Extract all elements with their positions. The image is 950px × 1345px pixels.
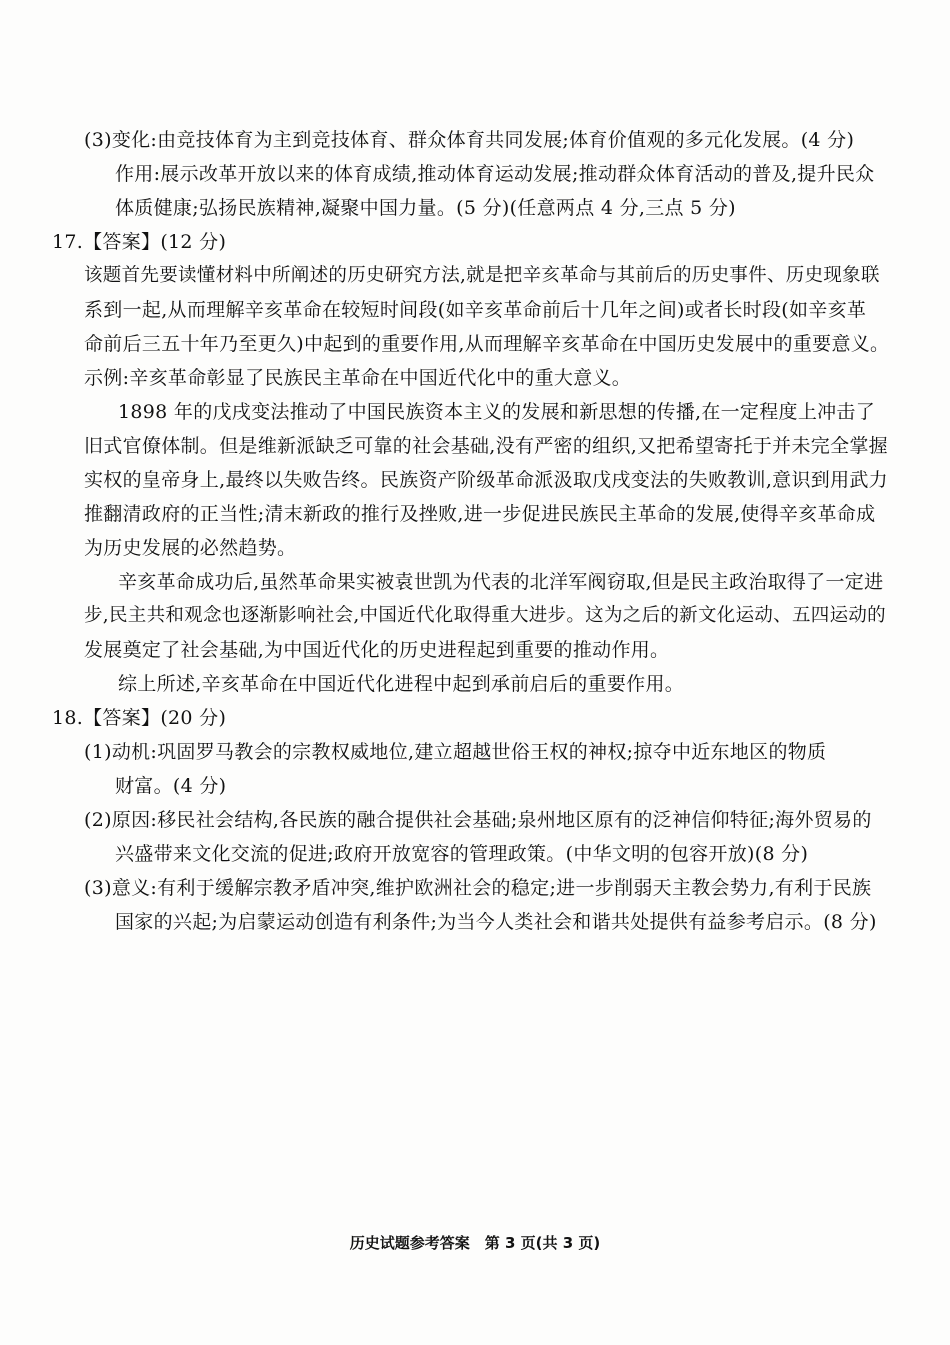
q18-part3-line1: (3)意义:有利于缓解宗教矛盾冲突,维护欧洲社会的稳定;进一步削弱天主教会势力,有利于民族 bbox=[84, 877, 872, 899]
q17-para1-line3: 实权的皇帝身上,最终以失败告终。民族资产阶级革命派汲取戊戌变法的失败教训,意识到用武力 bbox=[84, 469, 888, 491]
q17-para2-line1: 辛亥革命成功后,虽然革命果实被袁世凯为代表的北洋军阀窃取,但是民主政治取得了一定进 bbox=[118, 571, 884, 593]
q17-para1-line4: 推翻清政府的正当性;清末新政的推行及挫败,进一步促进民族民主革命的发展,使得辛亥革命成 bbox=[84, 503, 876, 525]
q17-para2-line2: 步,民主共和观念也逐渐影响社会,中国近代化取得重大进步。这为之后的新文化运动、五四运动的 bbox=[84, 605, 886, 626]
q17-para1-line2: 旧式官僚体制。但是维新派缺乏可靠的社会基础,没有严密的组织,又把希望寄托于并未完全掌握 bbox=[84, 435, 888, 457]
q18-header: 18.【答案】(20 分) bbox=[52, 707, 227, 729]
q18-part2-line1: (2)原因:移民社会结构,各民族的融合提供社会基础;泉州地区原有的泛神信仰特征;海外贸易的 bbox=[84, 809, 872, 831]
q18-part1-line2: 财富。(4 分) bbox=[115, 775, 227, 797]
q17-intro-line2: 系到一起,从而理解辛亥革命在较短时间段(如辛亥革命前后十几年之间)或者长时段(如辛亥革 bbox=[84, 299, 867, 321]
q17-header: 17.【答案】(12 分) bbox=[52, 231, 227, 253]
q17-para2-line3: 发展奠定了社会基础,为中国近代化的历史进程起到重要的推动作用。 bbox=[84, 639, 670, 661]
q17-intro-line1: 该题首先要读懂材料中所阐述的历史研究方法,就是把辛亥革命与其前后的历史事件、历史现象联 bbox=[84, 265, 880, 286]
q16-part3-line1: (3)变化:由竞技体育为主到竞技体育、群众体育共同发展;体育价值观的多元化发展。(4 分) bbox=[84, 129, 855, 151]
q18-part1-line1: (1)动机:巩固罗马教会的宗教权威地位,建立超越世俗王权的神权;掠夺中近东地区的物质 bbox=[84, 741, 827, 763]
page-footer: 历史试题参考答案 第 3 页(共 3 页) bbox=[349, 1234, 601, 1252]
q17-para1-line1: 1898 年的戊戌变法推动了中国民族资本主义的发展和新思想的传播,在一定程度上冲击了 bbox=[118, 401, 876, 423]
q17-conclusion: 综上所述,辛亥革命在中国近代化进程中起到承前启后的重要作用。 bbox=[118, 673, 685, 695]
q17-example: 示例:辛亥革命彰显了民族民主革命在中国近代化中的重大意义。 bbox=[84, 367, 632, 389]
q17-intro-line3: 命前后三五十年乃至更久)中起到的重要作用,从而理解辛亥革命在中国历史发展中的重要意义。 bbox=[84, 333, 890, 355]
q17-para1-line5: 为历史发展的必然趋势。 bbox=[84, 537, 297, 559]
q16-part3-line2: 作用:展示改革开放以来的体育成绩,推动体育运动发展;推动群众体育活动的普及,提升民众 bbox=[115, 163, 875, 185]
q18-part2-line2: 兴盛带来文化交流的促进;政府开放宽容的管理政策。(中华文明的包容开放)(8 分) bbox=[115, 843, 809, 865]
q18-part3-line2: 国家的兴起;为启蒙运动创造有利条件;为当今人类社会和谐共处提供有益参考启示。(8 分) bbox=[115, 911, 877, 933]
q16-part3-line3: 体质健康;弘扬民族精神,凝聚中国力量。(5 分)(任意两点 4 分,三点 5 分) bbox=[115, 197, 736, 219]
